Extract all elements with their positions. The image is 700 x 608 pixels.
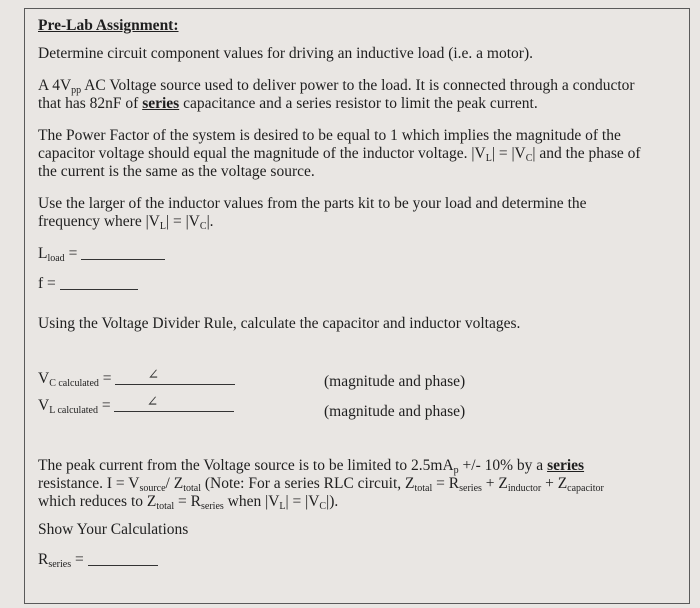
show-calculations: Show Your Calculations [38,521,189,538]
para2-line1: The Power Factor of the system is desired to be equal to 1 which implies the magnitude of the [38,127,621,144]
vl-field: $V_{L calculated}$ = ∠ [38,398,234,419]
vl-angle-symbol: ∠ [146,395,159,410]
lload-field: $L_{load}$ = [38,246,165,267]
para3-line2: frequency where $|V_L| = |V_C|$. [38,213,214,232]
vl-answer-blank[interactable] [114,395,234,412]
para3-line1: Use the larger of the inductor values from the parts kit to be your load and determine the [38,195,587,212]
para1-line1: A $4V_{pp}$ AC Voltage source used to deliver power to the load. It is connected through a conductor [38,77,635,96]
lload-answer-blank[interactable] [81,259,165,260]
freq-answer-blank[interactable] [60,289,138,290]
para4-line2: resistance. $I = V_{source}/$ $Z_{total}$ (Note: For a series RLC circuit, $Z_{total} = R_{series} + Z_{inductor} + Z_{capacitor}$ [38,475,604,494]
page-title: Pre-Lab Assignment: [38,17,179,34]
para1-line2: that has 82nF of series capacitance and a series resistor to limit the peak current. [38,95,538,112]
freq-field: f = [38,276,138,292]
para2-line2: capacitor voltage should equal the magnitude of the inductor voltage. $|V_L| = |V_C|$ and the phase of [38,145,641,164]
vl-note: (magnitude and phase) [324,403,466,420]
rseries-answer-blank[interactable] [88,565,158,566]
para4-line3: which reduces to $Z_{total} = R_{series}$ when $|V_L| = |V_C|$). [38,493,339,512]
intro-text: Determine circuit component values for driving an inductive load (i.e. a motor). [38,45,533,62]
vc-angle-symbol: ∠ [147,368,160,383]
vc-answer-blank[interactable] [115,368,235,385]
vc-field: $V_{C calculated}$ = ∠ [38,371,235,392]
para4-line1: The peak current from the Voltage source is to be limited to $2.5mA_p$ +/- 10% by a series [38,457,585,476]
para2-line3: the current is the same as the voltage source. [38,163,315,180]
rseries-field: $R_{series}$ = [38,552,158,573]
vdr-instruction: Using the Voltage Divider Rule, calculate the capacitor and inductor voltages. [38,315,521,332]
vc-note: (magnitude and phase) [324,373,466,390]
